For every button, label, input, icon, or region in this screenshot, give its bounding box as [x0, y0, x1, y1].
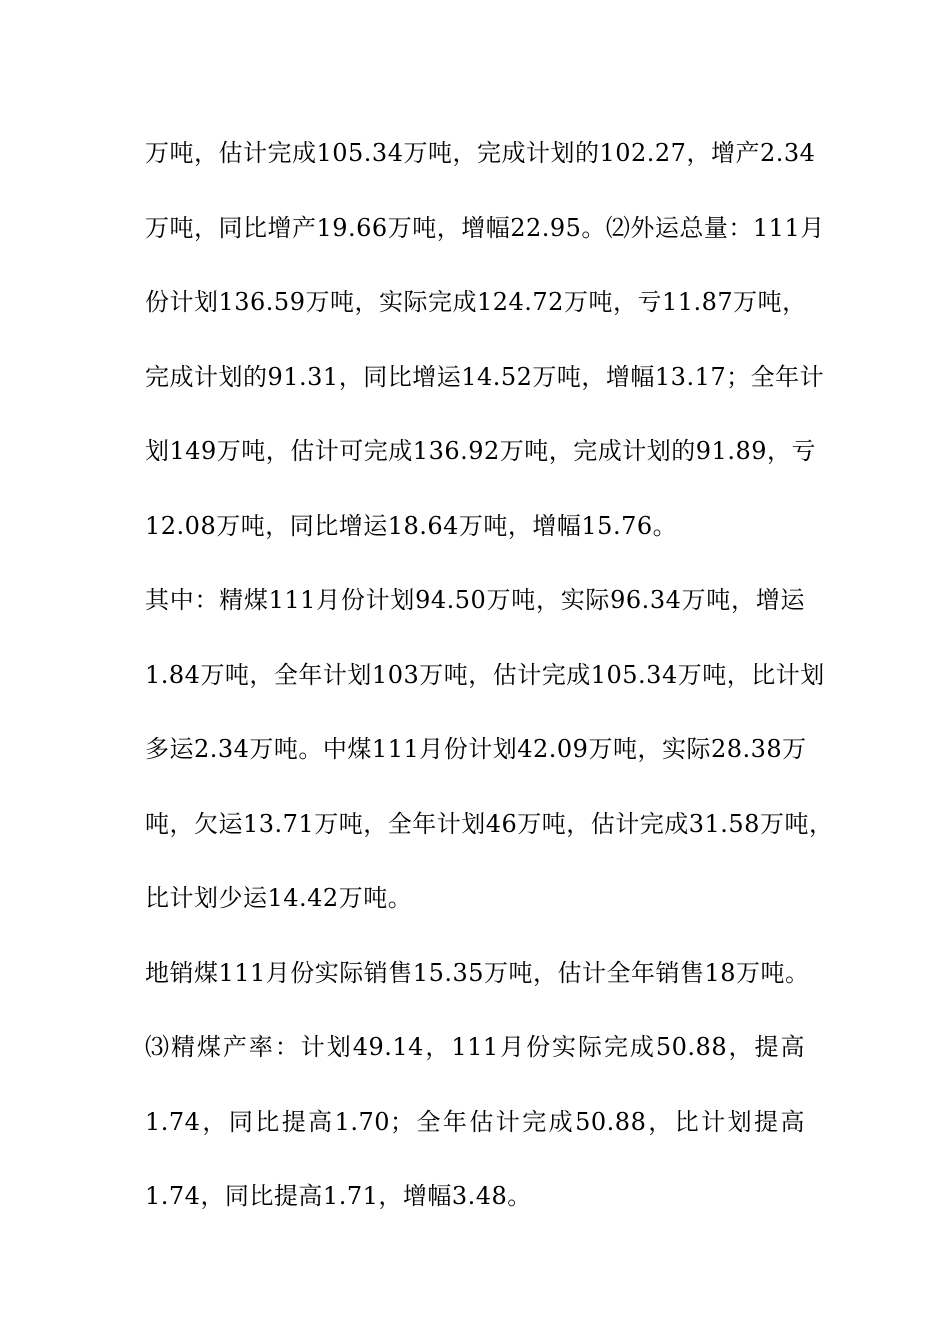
text-line-9: 多运2.34万吨。中煤111月份计划42.09万吨，实际28.38万	[145, 735, 807, 763]
text-line-14: 1.74，同比提高1.70；全年估计完成50.88，比计划提高	[145, 1107, 805, 1136]
text-line-4: 完成计划的91.31，同比增运14.52万吨，增幅13.17；全年计	[145, 362, 825, 391]
text-line-8: 1.84万吨，全年计划103万吨，估计完成105.34万吨，比计划	[145, 660, 825, 689]
text-line-12: 地销煤111月份实际销售15.35万吨，估计全年销售18万吨。	[145, 958, 810, 987]
text-line-2: 万吨，同比增产19.66万吨，增幅22.95。⑵外运总量：111月	[145, 213, 825, 242]
text-line-10: 吨，欠运13.71万吨，全年计划46万吨，估计完成31.58万吨，	[145, 809, 834, 838]
text-line-13: ⑶精煤产率：计划49.14，111月份实际完成50.88，提高	[145, 1033, 805, 1061]
text-line-11: 比计划少运14.42万吨。	[145, 884, 413, 912]
text-line-7: 其中：精煤111月份计划94.50万吨，实际96.34万吨，增运	[145, 586, 805, 614]
text-line-6: 12.08万吨，同比增运18.64万吨，增幅15.76。	[145, 511, 678, 540]
text-line-5: 划149万吨，估计可完成136.92万吨，完成计划的91.89，亏	[145, 437, 816, 465]
text-line-15: 1.74，同比提高1.71，增幅3.48。	[145, 1182, 532, 1210]
text-line-3: 份计划136.59万吨，实际完成124.72万吨，亏11.87万吨，	[145, 288, 807, 316]
text-line-1: 万吨，估计完成105.34万吨，完成计划的102.27，增产2.34	[145, 139, 816, 167]
